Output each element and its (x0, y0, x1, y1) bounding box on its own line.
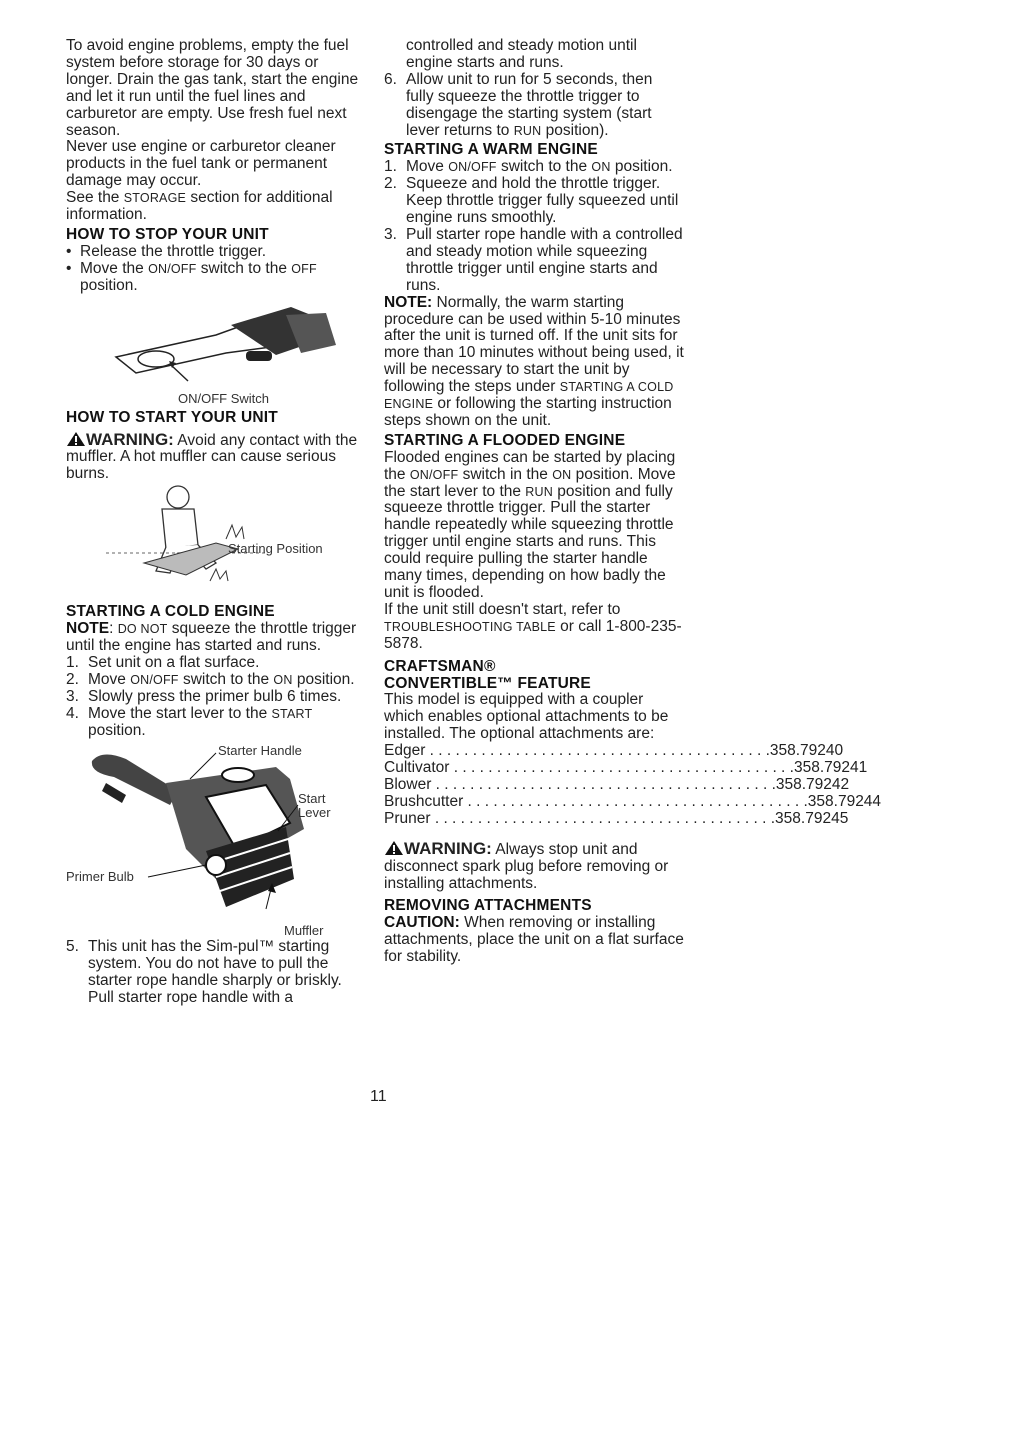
right-column (384, 37, 882, 966)
list-item: controlled and steady motion until engine starts and runs. (406, 37, 637, 71)
primer-bulb-label: Primer Bulb (66, 869, 134, 885)
starter-handle-label: Starter Handle (218, 743, 302, 759)
cleaner-paragraph: Never use engine or carburetor cleaner products in the fuel tank or permanent damage may occur. (66, 138, 336, 190)
storage-paragraph: To avoid engine problems, empty the fuel system before storage for 30 days or longer. Drain the gas tank, start the engine and let it run until the fuel lines and carburetor are empty. Use fresh fuel next season. (66, 37, 359, 139)
muffler-label: Muffler (284, 923, 324, 939)
list-item: Edger . . . . . . . . . . . . . . . . . . . . . . . . . . . . . . . . . . . . . . . . 358.79240 (384, 742, 844, 760)
heading-flooded-engine: STARTING A FLOODED ENGINE (384, 431, 626, 449)
starting-position-label: Starting Position (228, 541, 323, 557)
list-item: 2. Move ON/OFF switch to the ON position. (66, 670, 355, 688)
trimmer-handle-illustration (66, 295, 366, 391)
engine-figure (66, 739, 366, 939)
heading-removing-attachments: REMOVING ATTACHMENTS (384, 897, 592, 915)
list-item: 2. Squeeze and hold the throttle trigger. Keep throttle trigger fully squeezed until engine runs smoothly. (384, 175, 679, 227)
heading-cold-engine: STARTING A COLD ENGINE (66, 603, 275, 621)
heading-craftsman: CRAFTSMAN® (384, 657, 496, 675)
warning-muffler: WARNING: Avoid any contact with the muffler. A hot muffler can cause serious burns. (66, 429, 358, 483)
heading-stop-unit: HOW TO STOP YOUR UNIT (66, 225, 269, 243)
list-item: 3. Slowly press the primer bulb 6 times. (66, 687, 342, 705)
list-item: 4. Move the start lever to the START position. (66, 704, 313, 739)
list-item: 3. Pull starter rope handle with a controlled and steady motion while squeezing throttle trigger until engine starts and runs. (384, 225, 683, 294)
warning-icon (66, 431, 86, 447)
list-item: 5. This unit has the Sim-pul™ starting system. You do not have to pull the starter rope handle sharply or briskly. Pull starter rope handle with a (66, 938, 342, 1007)
flooded-paragraph: Flooded engines can be started by placing the ON/OFF switch in the ON position. Move the start lever to the RUN position and fully squeeze throttle trigger. Pull the starter handle repeatedly while squeezing throttle trigger until engine starts and runs. This could require pulling the starter handle many times, depending on how badly the unit is flooded. (384, 448, 676, 601)
list-item: • Move the ON/OFF switch to the OFF position. (66, 259, 317, 294)
heading-warm-engine: STARTING A WARM ENGINE (384, 141, 598, 159)
list-item: Pruner . . . . . . . . . . . . . . . . . . . . . . . . . . . . . . . . . . . . . . . . 358.79245 (384, 809, 849, 827)
troubleshooting-paragraph: If the unit still doesn't start, refer to TROUBLESHOOTING TABLE or call 1-800-235-5878. (384, 600, 682, 652)
list-item: Brushcutter . . . . . . . . . . . . . . . . . . . . . . . . . . . . . . . . . . . . . . . . 358.79244 (384, 792, 882, 810)
engine-illustration (66, 739, 366, 939)
list-item: 1. Set unit on a flat surface. (66, 653, 260, 671)
list-item: Cultivator . . . . . . . . . . . . . . . . . . . . . . . . . . . . . . . . . . . . . . . . 358.79241 (384, 759, 868, 777)
onoff-switch-label: ON/OFF Switch (178, 390, 270, 406)
attachments-list (384, 742, 882, 828)
start-label: Start (298, 791, 326, 807)
heading-start-unit: HOW TO START YOUR UNIT (66, 408, 278, 426)
warning-icon (384, 840, 404, 856)
left-column (66, 38, 366, 1007)
warning-attachments: WARNING: Always stop unit and disconnect spark plug before removing or installing attachments. (384, 838, 669, 892)
list-item: 6. Allow unit to run for 5 seconds, then fully squeeze the throttle trigger to disengage the starting system (start lever returns to RUN position). (384, 70, 653, 139)
note-cold-engine: NOTE: DO NOT squeeze the throttle trigger until the engine has started and runs. (66, 620, 357, 655)
see-storage-paragraph: See the STORAGE section for additional information. (66, 189, 333, 224)
list-item: 1. Move ON/OFF switch to the ON position. (384, 158, 673, 176)
list-item: • Release the throttle trigger. (66, 242, 267, 260)
caution-paragraph: CAUTION: When removing or installing attachments, place the unit on a flat surface for stability. (384, 914, 684, 966)
list-item: Blower . . . . . . . . . . . . . . . . . . . . . . . . . . . . . . . . . . . . . . . . 358.79242 (384, 775, 850, 793)
heading-convertible-feature: CONVERTIBLE™ FEATURE (384, 674, 591, 692)
page-number: 11 (370, 1088, 387, 1105)
coupler-paragraph: This model is equipped with a coupler which enables optional attachments to be installed. The optional attachments are: (384, 691, 669, 743)
onoff-switch-figure (66, 295, 366, 407)
note-warm-engine: NOTE: Normally, the warm starting procedure can be used within 5-10 minutes after the unit is turned off. If the unit sits for more than 10 minutes without being used, it will be necessary to start the unit by following the steps under STARTING A COLD ENGINE or following the starting instruction steps shown on the unit. (384, 293, 684, 429)
starting-position-figure (66, 483, 366, 601)
lever-label: Lever (298, 805, 331, 821)
